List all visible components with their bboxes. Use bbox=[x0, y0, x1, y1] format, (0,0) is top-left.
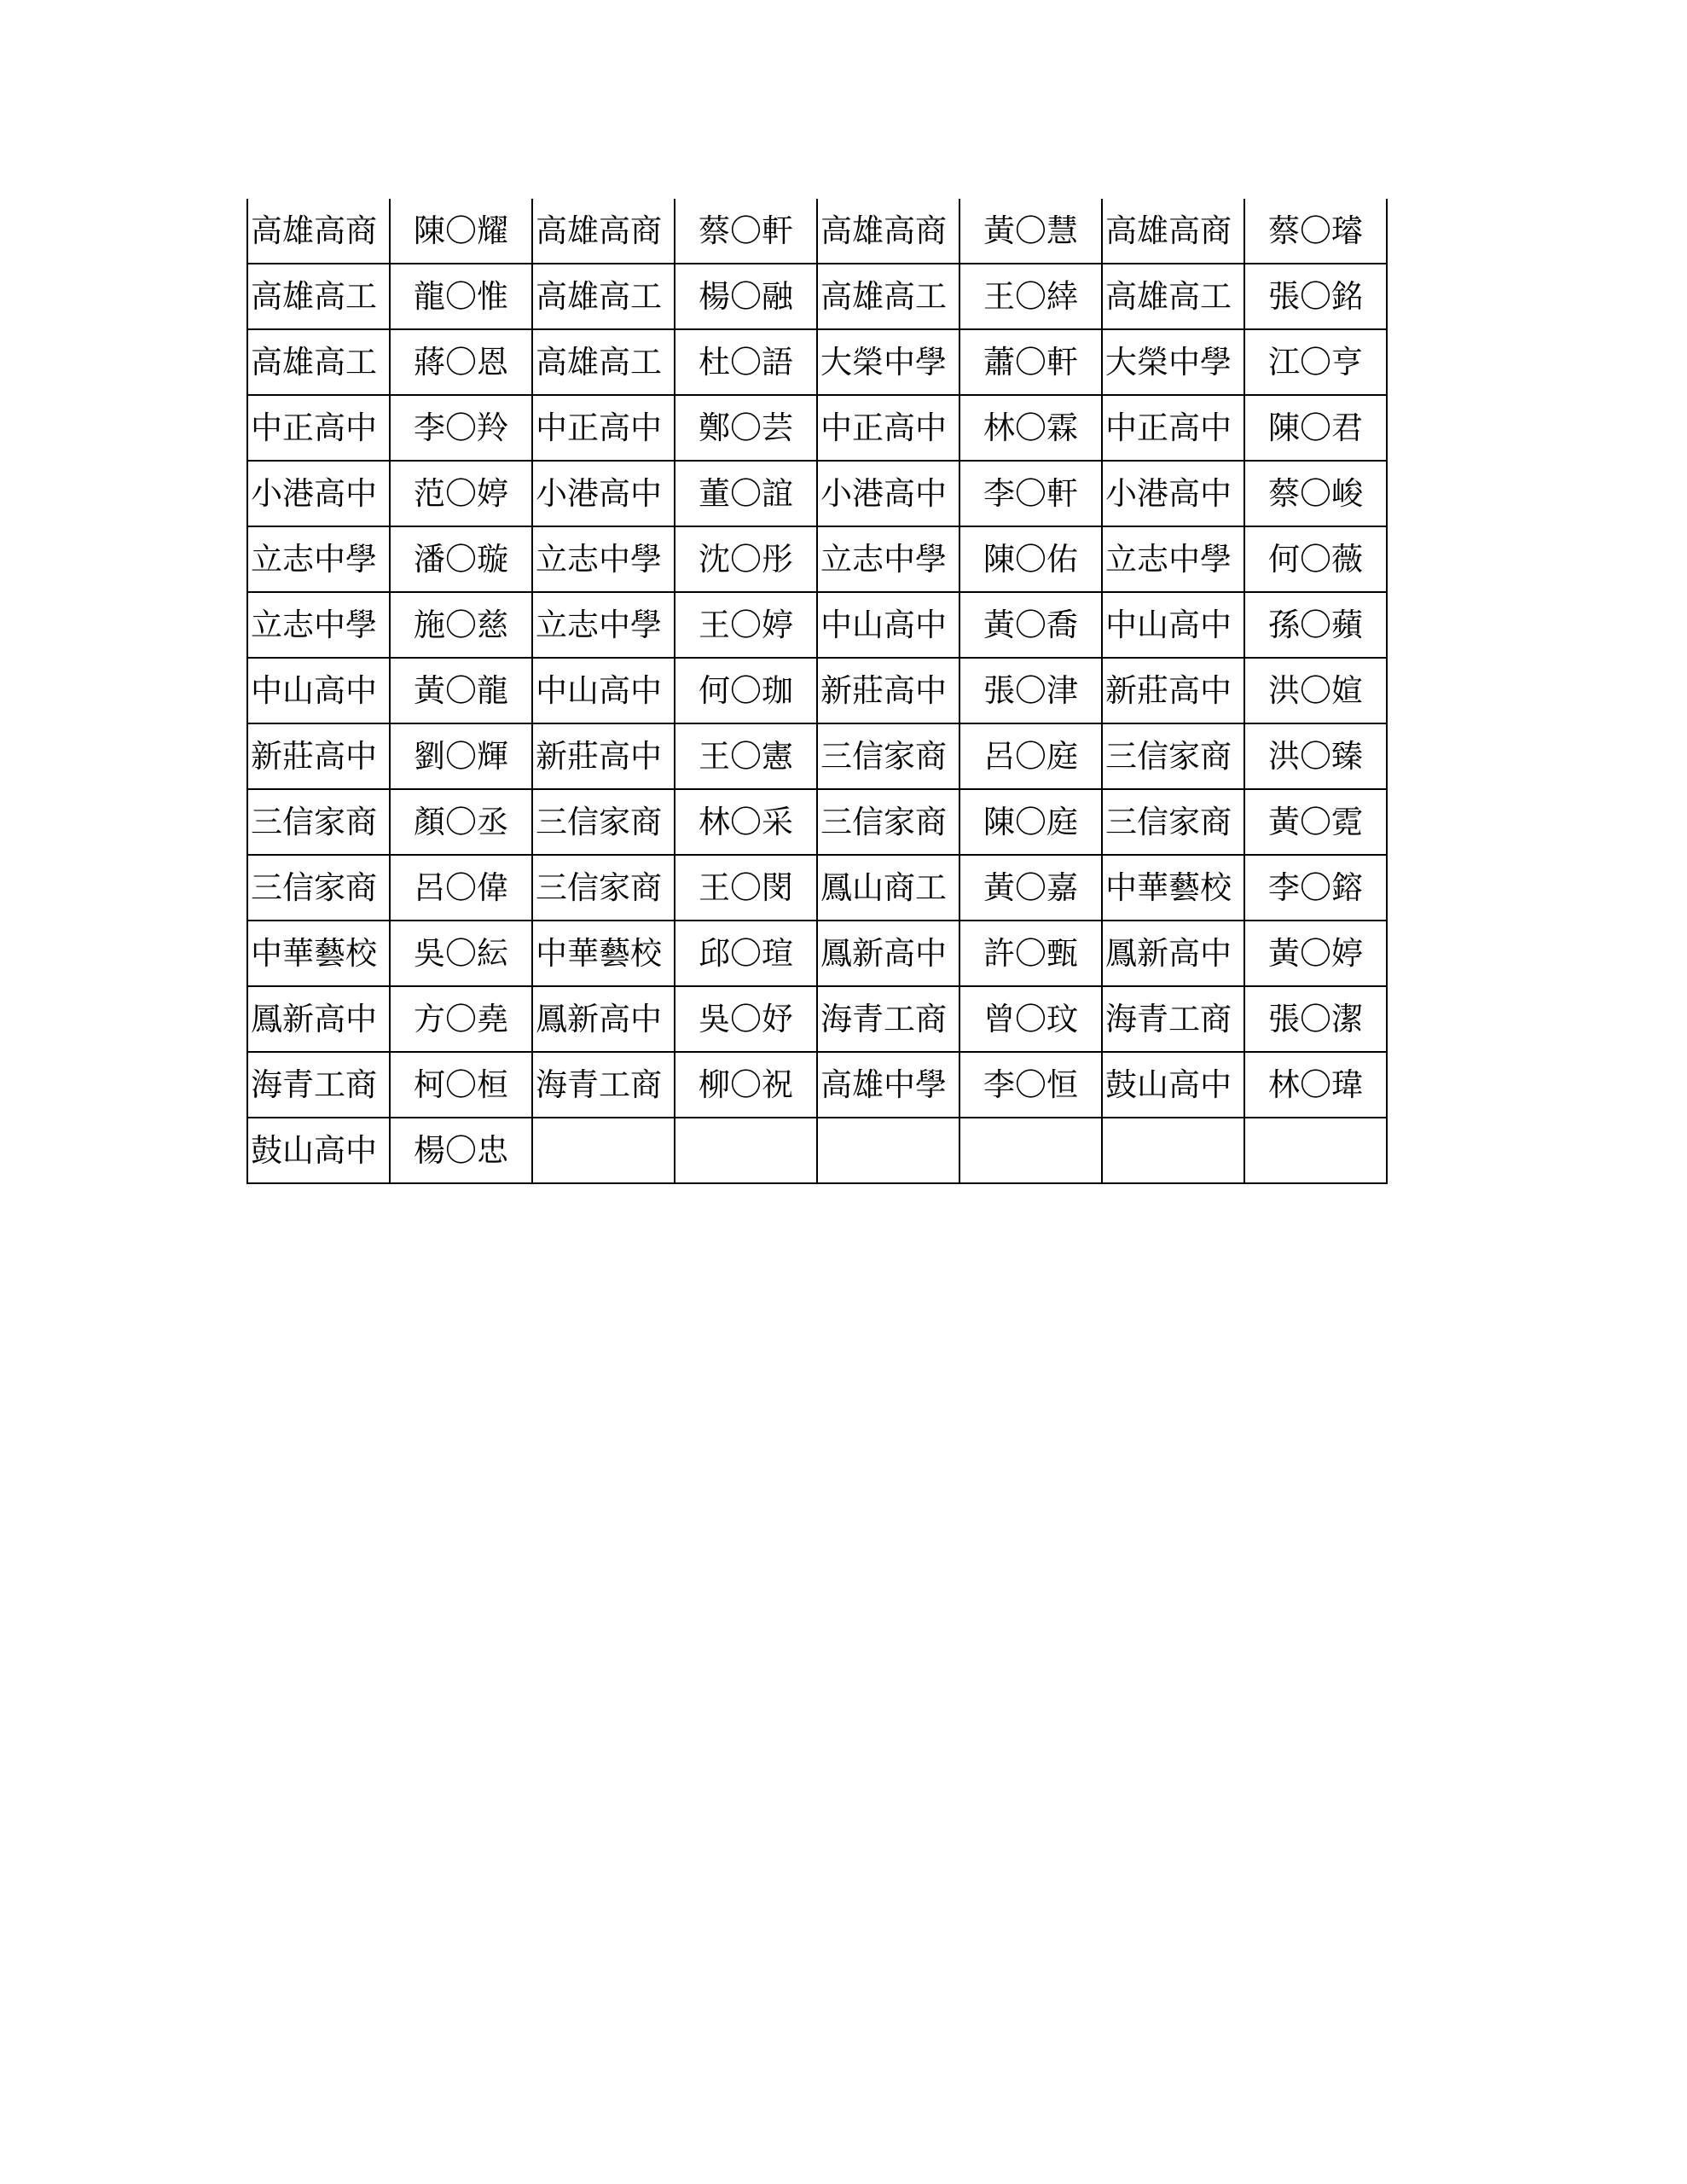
student-name-cell bbox=[675, 1118, 817, 1183]
school-cell: 鳳新高中 bbox=[1102, 921, 1244, 986]
student-name-cell: 王〇婷 bbox=[675, 592, 817, 658]
student-name-cell: 蕭〇軒 bbox=[959, 329, 1102, 395]
student-name-cell: 呂〇庭 bbox=[959, 723, 1102, 789]
student-name-cell: 何〇珈 bbox=[675, 658, 817, 723]
school-cell: 高雄中學 bbox=[817, 1052, 959, 1118]
school-cell: 高雄高商 bbox=[247, 199, 390, 264]
student-name-cell: 吳〇妤 bbox=[675, 986, 817, 1052]
student-name-cell: 王〇閔 bbox=[675, 855, 817, 921]
student-name-cell: 鄭〇芸 bbox=[675, 395, 817, 461]
student-name-cell: 黃〇霓 bbox=[1244, 789, 1387, 855]
school-cell: 海青工商 bbox=[532, 1052, 675, 1118]
school-cell: 立志中學 bbox=[532, 526, 675, 592]
school-cell: 海青工商 bbox=[247, 1052, 390, 1118]
school-cell: 高雄高商 bbox=[532, 199, 675, 264]
student-name-cell: 曾〇玟 bbox=[959, 986, 1102, 1052]
student-name-cell: 王〇緈 bbox=[959, 264, 1102, 329]
student-name-cell: 張〇銘 bbox=[1244, 264, 1387, 329]
school-cell: 立志中學 bbox=[532, 592, 675, 658]
school-cell: 高雄高工 bbox=[817, 264, 959, 329]
school-cell bbox=[817, 1118, 959, 1183]
table-row bbox=[247, 329, 1387, 395]
student-name-cell: 沈〇彤 bbox=[675, 526, 817, 592]
student-name-cell: 黃〇龍 bbox=[390, 658, 532, 723]
school-cell bbox=[1102, 1118, 1244, 1183]
student-name-cell: 蔡〇璿 bbox=[1244, 199, 1387, 264]
student-name-cell: 龍〇惟 bbox=[390, 264, 532, 329]
table-row bbox=[247, 855, 1387, 921]
school-cell: 新莊高中 bbox=[1102, 658, 1244, 723]
school-cell: 三信家商 bbox=[247, 855, 390, 921]
table-row bbox=[247, 1052, 1387, 1118]
school-cell: 中華藝校 bbox=[1102, 855, 1244, 921]
school-cell: 鼓山高中 bbox=[1102, 1052, 1244, 1118]
student-name-cell: 董〇誼 bbox=[675, 461, 817, 526]
table-row bbox=[247, 789, 1387, 855]
student-name-cell: 許〇甄 bbox=[959, 921, 1102, 986]
school-cell: 三信家商 bbox=[532, 789, 675, 855]
student-name-cell: 黃〇慧 bbox=[959, 199, 1102, 264]
student-name-cell: 李〇恒 bbox=[959, 1052, 1102, 1118]
student-name-cell: 林〇霖 bbox=[959, 395, 1102, 461]
school-cell: 高雄高工 bbox=[532, 264, 675, 329]
student-name-cell: 李〇軒 bbox=[959, 461, 1102, 526]
student-name-cell: 顏〇丞 bbox=[390, 789, 532, 855]
student-name-cell: 施〇慈 bbox=[390, 592, 532, 658]
school-cell: 三信家商 bbox=[817, 723, 959, 789]
student-name-cell: 呂〇偉 bbox=[390, 855, 532, 921]
school-cell: 新莊高中 bbox=[247, 723, 390, 789]
school-cell: 三信家商 bbox=[247, 789, 390, 855]
school-cell: 中正高中 bbox=[532, 395, 675, 461]
student-name-cell: 張〇津 bbox=[959, 658, 1102, 723]
student-name-cell: 蔡〇峻 bbox=[1244, 461, 1387, 526]
school-cell: 小港高中 bbox=[817, 461, 959, 526]
student-name-cell: 江〇亨 bbox=[1244, 329, 1387, 395]
student-name-cell: 陳〇君 bbox=[1244, 395, 1387, 461]
table-row bbox=[247, 723, 1387, 789]
school-cell: 小港高中 bbox=[532, 461, 675, 526]
student-name-cell: 林〇瑋 bbox=[1244, 1052, 1387, 1118]
student-name-cell: 柯〇桓 bbox=[390, 1052, 532, 1118]
table-row bbox=[247, 986, 1387, 1052]
school-cell: 立志中學 bbox=[247, 526, 390, 592]
school-cell: 三信家商 bbox=[1102, 789, 1244, 855]
student-name-cell: 蔣〇恩 bbox=[390, 329, 532, 395]
student-name-cell: 范〇婷 bbox=[390, 461, 532, 526]
school-cell: 中山高中 bbox=[1102, 592, 1244, 658]
student-name-cell: 洪〇媗 bbox=[1244, 658, 1387, 723]
school-cell: 高雄高工 bbox=[247, 329, 390, 395]
student-name-cell: 吳〇紜 bbox=[390, 921, 532, 986]
student-name-cell: 陳〇庭 bbox=[959, 789, 1102, 855]
school-cell: 鼓山高中 bbox=[247, 1118, 390, 1183]
school-cell: 中正高中 bbox=[1102, 395, 1244, 461]
school-cell: 小港高中 bbox=[247, 461, 390, 526]
school-cell: 中山高中 bbox=[247, 658, 390, 723]
table-row bbox=[247, 1118, 1387, 1183]
school-cell: 中正高中 bbox=[817, 395, 959, 461]
school-cell: 高雄高工 bbox=[247, 264, 390, 329]
table-row bbox=[247, 264, 1387, 329]
table-row bbox=[247, 592, 1387, 658]
table-row bbox=[247, 461, 1387, 526]
student-name-cell: 楊〇融 bbox=[675, 264, 817, 329]
school-cell: 鳳山商工 bbox=[817, 855, 959, 921]
table-row bbox=[247, 921, 1387, 986]
student-name-cell bbox=[1244, 1118, 1387, 1183]
roster-table bbox=[246, 199, 1388, 1184]
student-name-cell: 陳〇佑 bbox=[959, 526, 1102, 592]
school-cell: 立志中學 bbox=[247, 592, 390, 658]
school-cell: 高雄高工 bbox=[532, 329, 675, 395]
school-cell: 新莊高中 bbox=[532, 723, 675, 789]
school-cell: 海青工商 bbox=[1102, 986, 1244, 1052]
school-cell: 高雄高商 bbox=[817, 199, 959, 264]
student-name-cell: 黃〇婷 bbox=[1244, 921, 1387, 986]
school-cell: 鳳新高中 bbox=[817, 921, 959, 986]
student-name-cell: 邱〇瑄 bbox=[675, 921, 817, 986]
school-cell: 高雄高工 bbox=[1102, 264, 1244, 329]
student-name-cell: 李〇鎔 bbox=[1244, 855, 1387, 921]
school-cell: 三信家商 bbox=[532, 855, 675, 921]
school-cell: 新莊高中 bbox=[817, 658, 959, 723]
student-name-cell: 張〇潔 bbox=[1244, 986, 1387, 1052]
school-cell: 海青工商 bbox=[817, 986, 959, 1052]
school-cell bbox=[532, 1118, 675, 1183]
student-name-cell: 劉〇輝 bbox=[390, 723, 532, 789]
school-cell: 大榮中學 bbox=[1102, 329, 1244, 395]
school-cell: 立志中學 bbox=[817, 526, 959, 592]
school-cell: 大榮中學 bbox=[817, 329, 959, 395]
student-name-cell: 黃〇嘉 bbox=[959, 855, 1102, 921]
student-name-cell: 楊〇忠 bbox=[390, 1118, 532, 1183]
student-name-cell: 蔡〇軒 bbox=[675, 199, 817, 264]
school-cell: 小港高中 bbox=[1102, 461, 1244, 526]
school-cell: 三信家商 bbox=[1102, 723, 1244, 789]
student-name-cell: 方〇堯 bbox=[390, 986, 532, 1052]
table-row bbox=[247, 199, 1387, 264]
student-name-cell: 杜〇語 bbox=[675, 329, 817, 395]
table-row bbox=[247, 526, 1387, 592]
school-cell: 中華藝校 bbox=[532, 921, 675, 986]
roster-table-body bbox=[247, 199, 1387, 1183]
student-name-cell: 王〇憲 bbox=[675, 723, 817, 789]
student-name-cell: 洪〇臻 bbox=[1244, 723, 1387, 789]
school-cell: 中山高中 bbox=[817, 592, 959, 658]
student-name-cell: 黃〇喬 bbox=[959, 592, 1102, 658]
school-cell: 三信家商 bbox=[817, 789, 959, 855]
student-name-cell: 柳〇祝 bbox=[675, 1052, 817, 1118]
school-cell: 高雄高商 bbox=[1102, 199, 1244, 264]
student-name-cell: 潘〇璇 bbox=[390, 526, 532, 592]
student-name-cell: 陳〇耀 bbox=[390, 199, 532, 264]
school-cell: 中正高中 bbox=[247, 395, 390, 461]
school-cell: 中山高中 bbox=[532, 658, 675, 723]
student-name-cell: 林〇采 bbox=[675, 789, 817, 855]
student-name-cell: 李〇羚 bbox=[390, 395, 532, 461]
school-cell: 鳳新高中 bbox=[532, 986, 675, 1052]
student-name-cell: 孫〇蘋 bbox=[1244, 592, 1387, 658]
school-cell: 中華藝校 bbox=[247, 921, 390, 986]
student-name-cell bbox=[959, 1118, 1102, 1183]
table-row bbox=[247, 658, 1387, 723]
school-cell: 立志中學 bbox=[1102, 526, 1244, 592]
school-cell: 鳳新高中 bbox=[247, 986, 390, 1052]
table-row bbox=[247, 395, 1387, 461]
student-name-cell: 何〇薇 bbox=[1244, 526, 1387, 592]
